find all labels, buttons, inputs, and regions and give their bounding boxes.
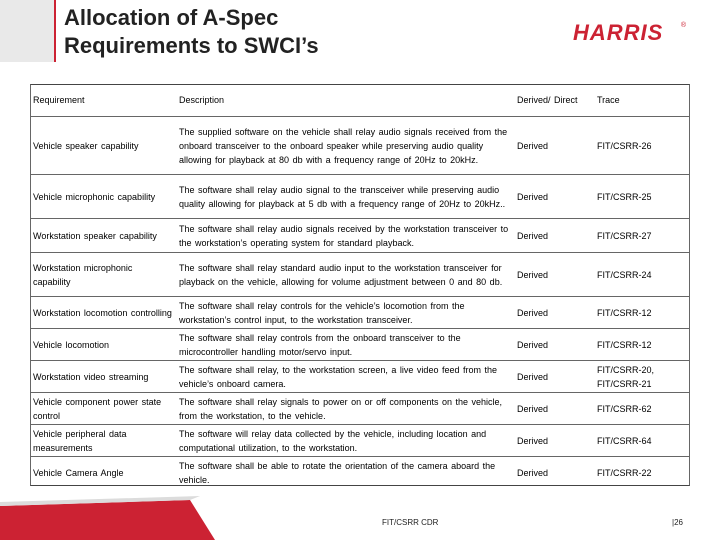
footer-swoosh-graphic — [0, 496, 720, 540]
cell-trace: FIT/CSRR-64 — [594, 425, 690, 457]
cell-description: The software shall relay standard audio input to the workstation transceiver for playback on the vehicle, allowing for volume adjustment between 0 and 80 db. — [176, 253, 514, 297]
footer-label: FIT/CSRR CDR — [382, 518, 439, 527]
page-number: |26 — [672, 518, 683, 527]
cell-derived-direct: Derived — [514, 253, 594, 297]
cell-derived-direct: Derived — [514, 329, 594, 361]
cell-requirement: Workstation speaker capability — [30, 219, 176, 253]
cell-requirement: Vehicle locomotion — [30, 329, 176, 361]
cell-derived-direct: Derived — [514, 393, 594, 425]
cell-trace: FIT/CSRR-27 — [594, 219, 690, 253]
table-row — [30, 361, 690, 393]
cell-requirement: Workstation locomotion controlling — [30, 297, 176, 329]
table-row — [30, 297, 690, 329]
table-header-row — [30, 84, 690, 117]
table-row — [30, 457, 690, 489]
cell-derived-direct: Derived — [514, 219, 594, 253]
header-description: Description — [176, 84, 514, 117]
table-row — [30, 425, 690, 457]
cell-derived-direct: Derived — [517, 467, 549, 478]
cell-requirement: Workstation video streaming — [30, 361, 176, 393]
cell-trace: FIT/CSRR-12 — [594, 297, 690, 329]
cell-trace: FIT/CSRR-62 — [594, 393, 690, 425]
cell-derived-direct: Derived — [514, 175, 594, 219]
cell-trace: FIT/CSRR-22 — [597, 467, 652, 478]
cell-description: The software shall relay audio signals received by the workstation transceiver to the workstation’s operating system for standard playback. — [176, 219, 514, 253]
table-row — [30, 393, 690, 425]
harris-logo — [565, 16, 690, 52]
cell-trace: FIT/CSRR-12 — [594, 329, 690, 361]
table-row — [30, 329, 690, 361]
cell-description: The supplied software on the vehicle shall relay audio signals received from the onboard transceiver to the onboard speaker while preserving audio quality allowing for playback at 80 db with a frequency range of 20Hz to 20kHz. — [176, 117, 514, 175]
table-row — [30, 117, 690, 175]
logo-wordmark: HARRIS — [573, 20, 664, 45]
cell-requirement: Vehicle component power state control — [30, 393, 176, 425]
slide-title-line-2: Requirements to SWCI’s — [64, 33, 319, 58]
header-requirement: Requirement — [30, 84, 176, 117]
cell-requirement: Vehicle Camera Angle — [33, 467, 124, 478]
footer-red-band — [0, 500, 215, 540]
cell-requirement: Workstation microphonic capability — [30, 253, 176, 297]
header-trace: Trace — [594, 84, 690, 117]
cell-description: The software shall be able to rotate the orientation of the camera aboard the vehicle. — [179, 460, 496, 485]
cell-description: The software shall relay audio signal to the transceiver while preserving audio quality allowing for playback at 5 db with a frequency range of 20Hz to 20kHz.. — [176, 175, 514, 219]
cell-trace: FIT/CSRR-20, FIT/CSRR-21 — [594, 361, 690, 393]
table-row — [30, 219, 690, 253]
cell-requirement: Vehicle peripheral data measurements — [30, 425, 176, 457]
cell-description: The software shall relay, to the workstation screen, a live video feed from the vehicle’s onboard camera. — [176, 361, 514, 393]
slide-title-line-1: Allocation of A-Spec — [64, 5, 279, 30]
cell-requirement: Vehicle microphonic capability — [30, 175, 176, 219]
table-row — [30, 175, 690, 219]
cell-description: The software will relay data collected by the vehicle, including location and computational utilization, to the workstation. — [176, 425, 514, 457]
cell-derived-direct: Derived — [514, 297, 594, 329]
cell-description: The software shall relay controls from the onboard transceiver to the microcontroller handling motor/servo input. — [176, 329, 514, 361]
cell-derived-direct: Derived — [514, 117, 594, 175]
cell-derived-direct: Derived — [514, 361, 594, 393]
table-row — [30, 253, 690, 297]
requirements-table — [30, 84, 690, 488]
cell-trace: FIT/CSRR-26 — [594, 117, 690, 175]
cell-description: The software shall relay signals to power on or off components on the vehicle, from the workstation, to the vehicle. — [176, 393, 514, 425]
title-accent-bar — [0, 0, 56, 62]
cell-description: The software shall relay controls for the vehicle’s locomotion from the workstation’s control input, to the workstation transceiver. — [176, 297, 514, 329]
header-derived-direct: Derived/ Direct — [514, 84, 594, 117]
logo-registered-mark: ® — [680, 22, 686, 29]
cell-derived-direct: Derived — [514, 425, 594, 457]
cell-trace: FIT/CSRR-25 — [594, 175, 690, 219]
slide-title — [64, 4, 484, 60]
cell-requirement: Vehicle speaker capability — [30, 117, 176, 175]
cell-trace: FIT/CSRR-24 — [594, 253, 690, 297]
